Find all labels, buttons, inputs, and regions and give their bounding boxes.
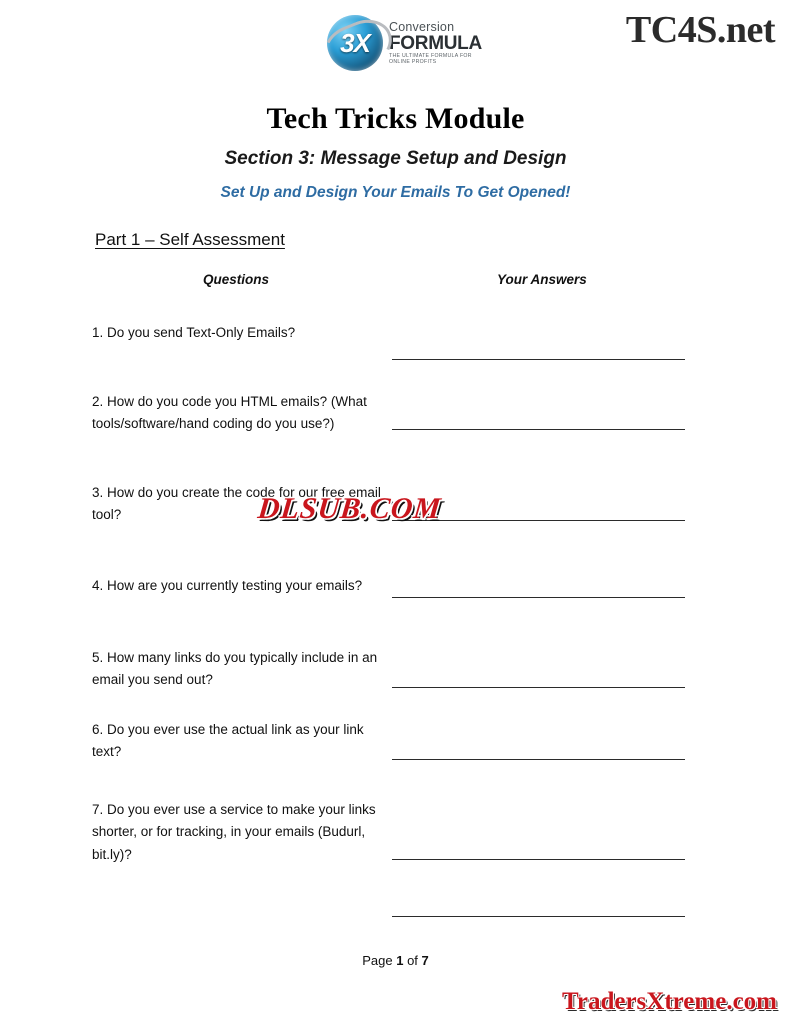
- watermark-tradersxtreme: TradersXtreme.com: [562, 988, 777, 1015]
- question-text: 3. How do you create the code for our free email tool?: [92, 485, 381, 523]
- answer-line[interactable]: [392, 759, 685, 760]
- part-title: Part 1 – Self Assessment: [95, 230, 285, 249]
- column-header-answers: Your Answers: [497, 272, 587, 287]
- logo-line-2: FORMULA: [389, 32, 482, 54]
- question-text: 6. Do you ever use the actual link as your link text?: [92, 722, 364, 760]
- question-text: 4. How are you currently testing your emails?: [92, 578, 363, 593]
- answer-line[interactable]: [392, 359, 685, 360]
- page-subtitle: Section 3: Message Setup and Design: [224, 148, 567, 169]
- page-tagline: Set Up and Design Your Emails To Get Opened!: [220, 184, 571, 201]
- footer-current-page: 1: [396, 953, 404, 968]
- footer-total-pages: 7: [421, 953, 429, 968]
- page-title: Tech Tricks Module: [266, 102, 525, 135]
- question-text: 5. How many links do you typically include in an email you send out?: [92, 650, 378, 688]
- question-text: 1. Do you send Text-Only Emails?: [92, 325, 296, 340]
- logo-line-1: Conversion: [389, 20, 455, 35]
- answer-line[interactable]: [392, 687, 685, 688]
- answer-line[interactable]: [392, 859, 685, 860]
- conversion-formula-logo: [327, 10, 482, 76]
- brand-tc4s-label: TC4S.net: [625, 9, 775, 51]
- page-footer: [0, 953, 791, 968]
- logo-wordmark: [389, 21, 482, 65]
- watermark-dlsub: DLSUB.COM: [256, 492, 443, 525]
- logo-3x-mark: 3X: [340, 27, 370, 58]
- footer-prefix: Page: [362, 953, 397, 968]
- answer-line[interactable]: [392, 916, 685, 917]
- logo-badge-icon: [327, 15, 383, 71]
- question-text: 7. Do you ever use a service to make your links shorter, or for tracking, in your emails (Budurl, bit.ly)?: [92, 802, 376, 862]
- column-header-questions: Questions: [203, 272, 270, 287]
- answer-line[interactable]: [392, 429, 685, 430]
- logo-line-3: THE ULTIMATE FORMULA FOR ONLINE PROFITS: [389, 53, 472, 65]
- page-header: [0, 0, 791, 86]
- footer-middle: of: [403, 953, 422, 968]
- column-headers: [0, 272, 791, 296]
- question-list: [0, 322, 791, 922]
- part-title-wrap: [0, 202, 791, 250]
- question-text: 2. How do you code you HTML emails? (What tools/software/hand coding do you use?): [92, 394, 367, 432]
- answer-line[interactable]: [392, 597, 685, 598]
